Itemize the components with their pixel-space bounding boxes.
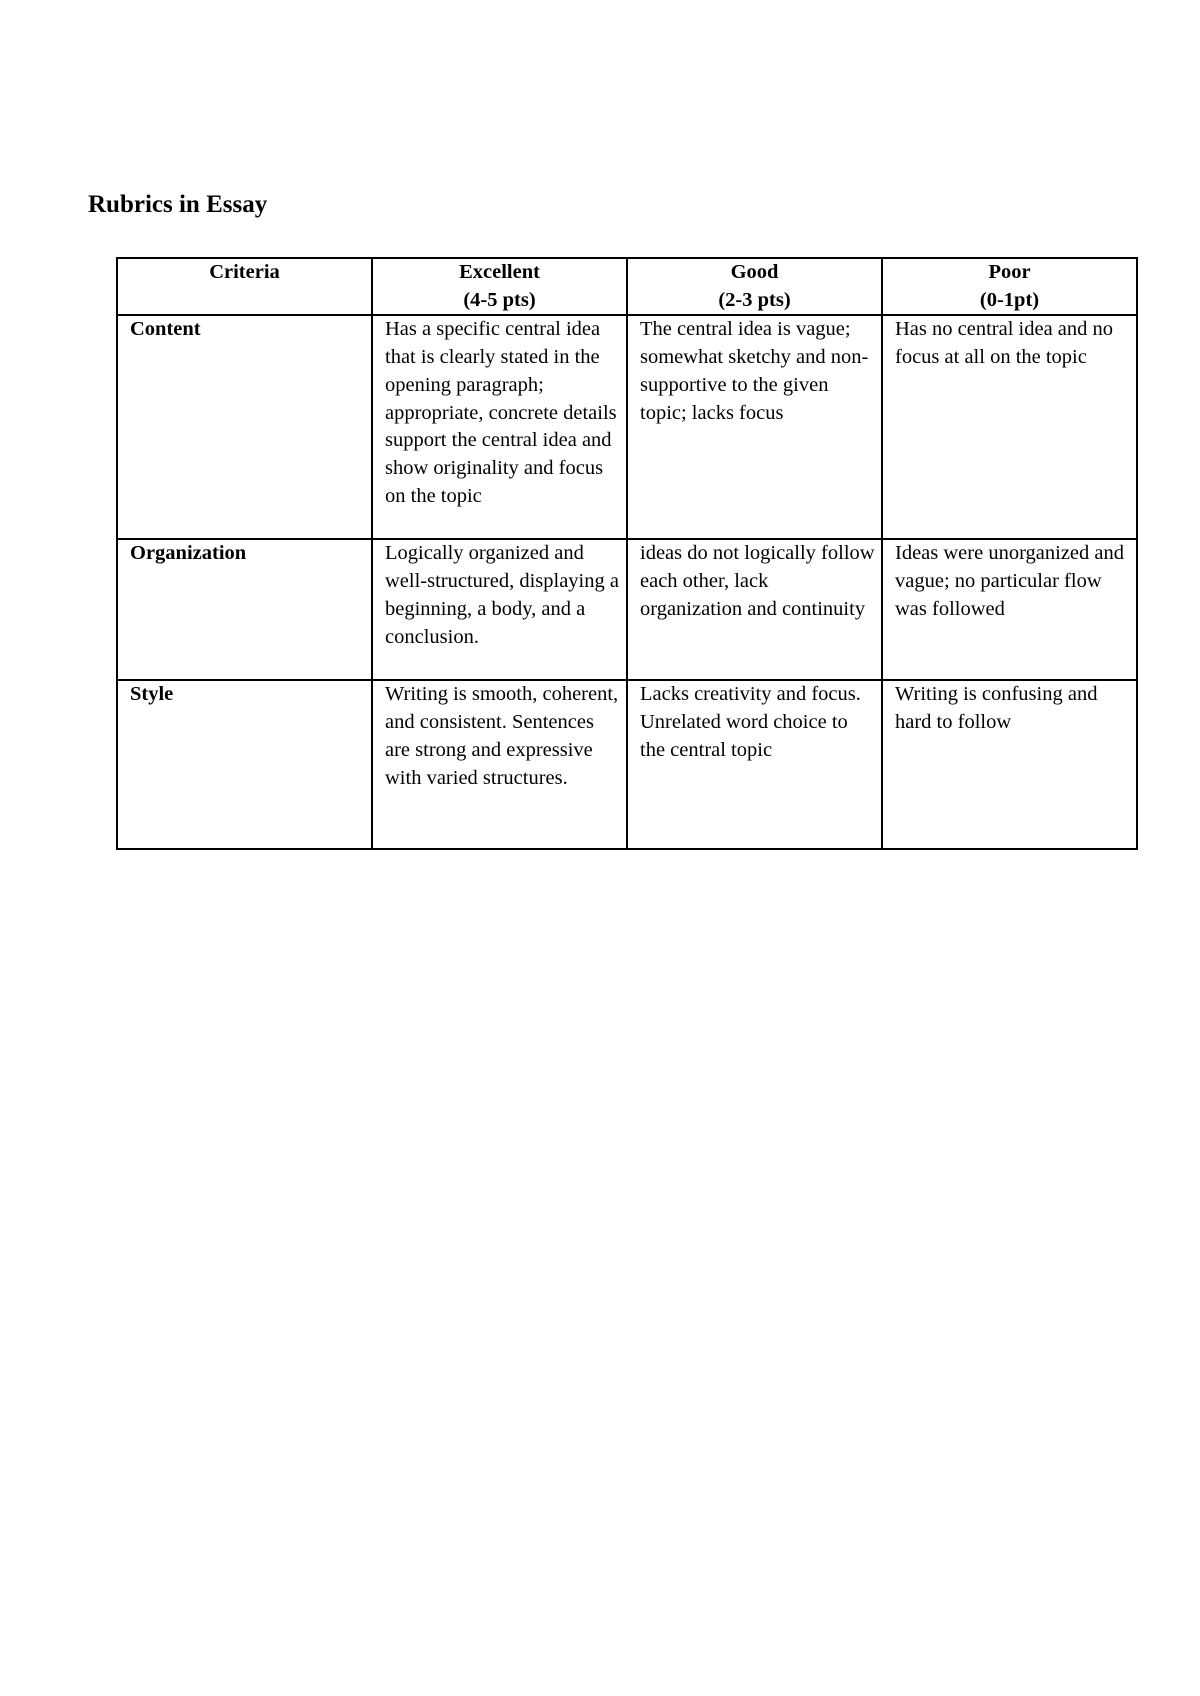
document-title: Rubrics in Essay — [88, 191, 268, 218]
table-row — [117, 680, 1137, 849]
excellent-cell: Logically organized and well-structured, displaying a beginning, a body, and a conclusion. — [372, 539, 627, 680]
header-label: Poor — [988, 261, 1031, 283]
header-label: Excellent — [459, 261, 540, 283]
criteria-cell: Content — [117, 315, 372, 539]
header-label: Criteria — [209, 261, 280, 283]
header-points: (0-1pt) — [979, 288, 1040, 311]
header-criteria — [117, 258, 372, 315]
header-points: (4-5 pts) — [463, 288, 536, 311]
poor-cell: Writing is confusing and hard to follow — [882, 680, 1137, 849]
rubric-table — [116, 257, 1138, 850]
header-excellent — [372, 258, 627, 315]
header-points: (2-3 pts) — [718, 288, 791, 311]
header-poor — [882, 258, 1137, 315]
table-header-row — [117, 258, 1137, 315]
header-label: Good — [730, 261, 779, 283]
table-row — [117, 315, 1137, 539]
table-row — [117, 539, 1137, 680]
good-cell: The central idea is vague; somewhat sketchy and non-supportive to the given topic; lacks focus — [627, 315, 882, 539]
excellent-cell: Has a specific central idea that is clearly stated in the opening paragraph; appropriate, concrete details support the central idea and show originality and focus on the topic — [372, 315, 627, 539]
poor-cell: Has no central idea and no focus at all on the topic — [882, 315, 1137, 539]
criteria-cell: Style — [117, 680, 372, 849]
excellent-cell: Writing is smooth, coherent, and consistent. Sentences are strong and expressive with varied structures. — [372, 680, 627, 849]
good-cell: ideas do not logically follow each other, lack organization and continuity — [627, 539, 882, 680]
header-good — [627, 258, 882, 315]
poor-cell: Ideas were unorganized and vague; no particular flow was followed — [882, 539, 1137, 680]
good-cell: Lacks creativity and focus. Unrelated word choice to the central topic — [627, 680, 882, 849]
criteria-cell: Organization — [117, 539, 372, 680]
